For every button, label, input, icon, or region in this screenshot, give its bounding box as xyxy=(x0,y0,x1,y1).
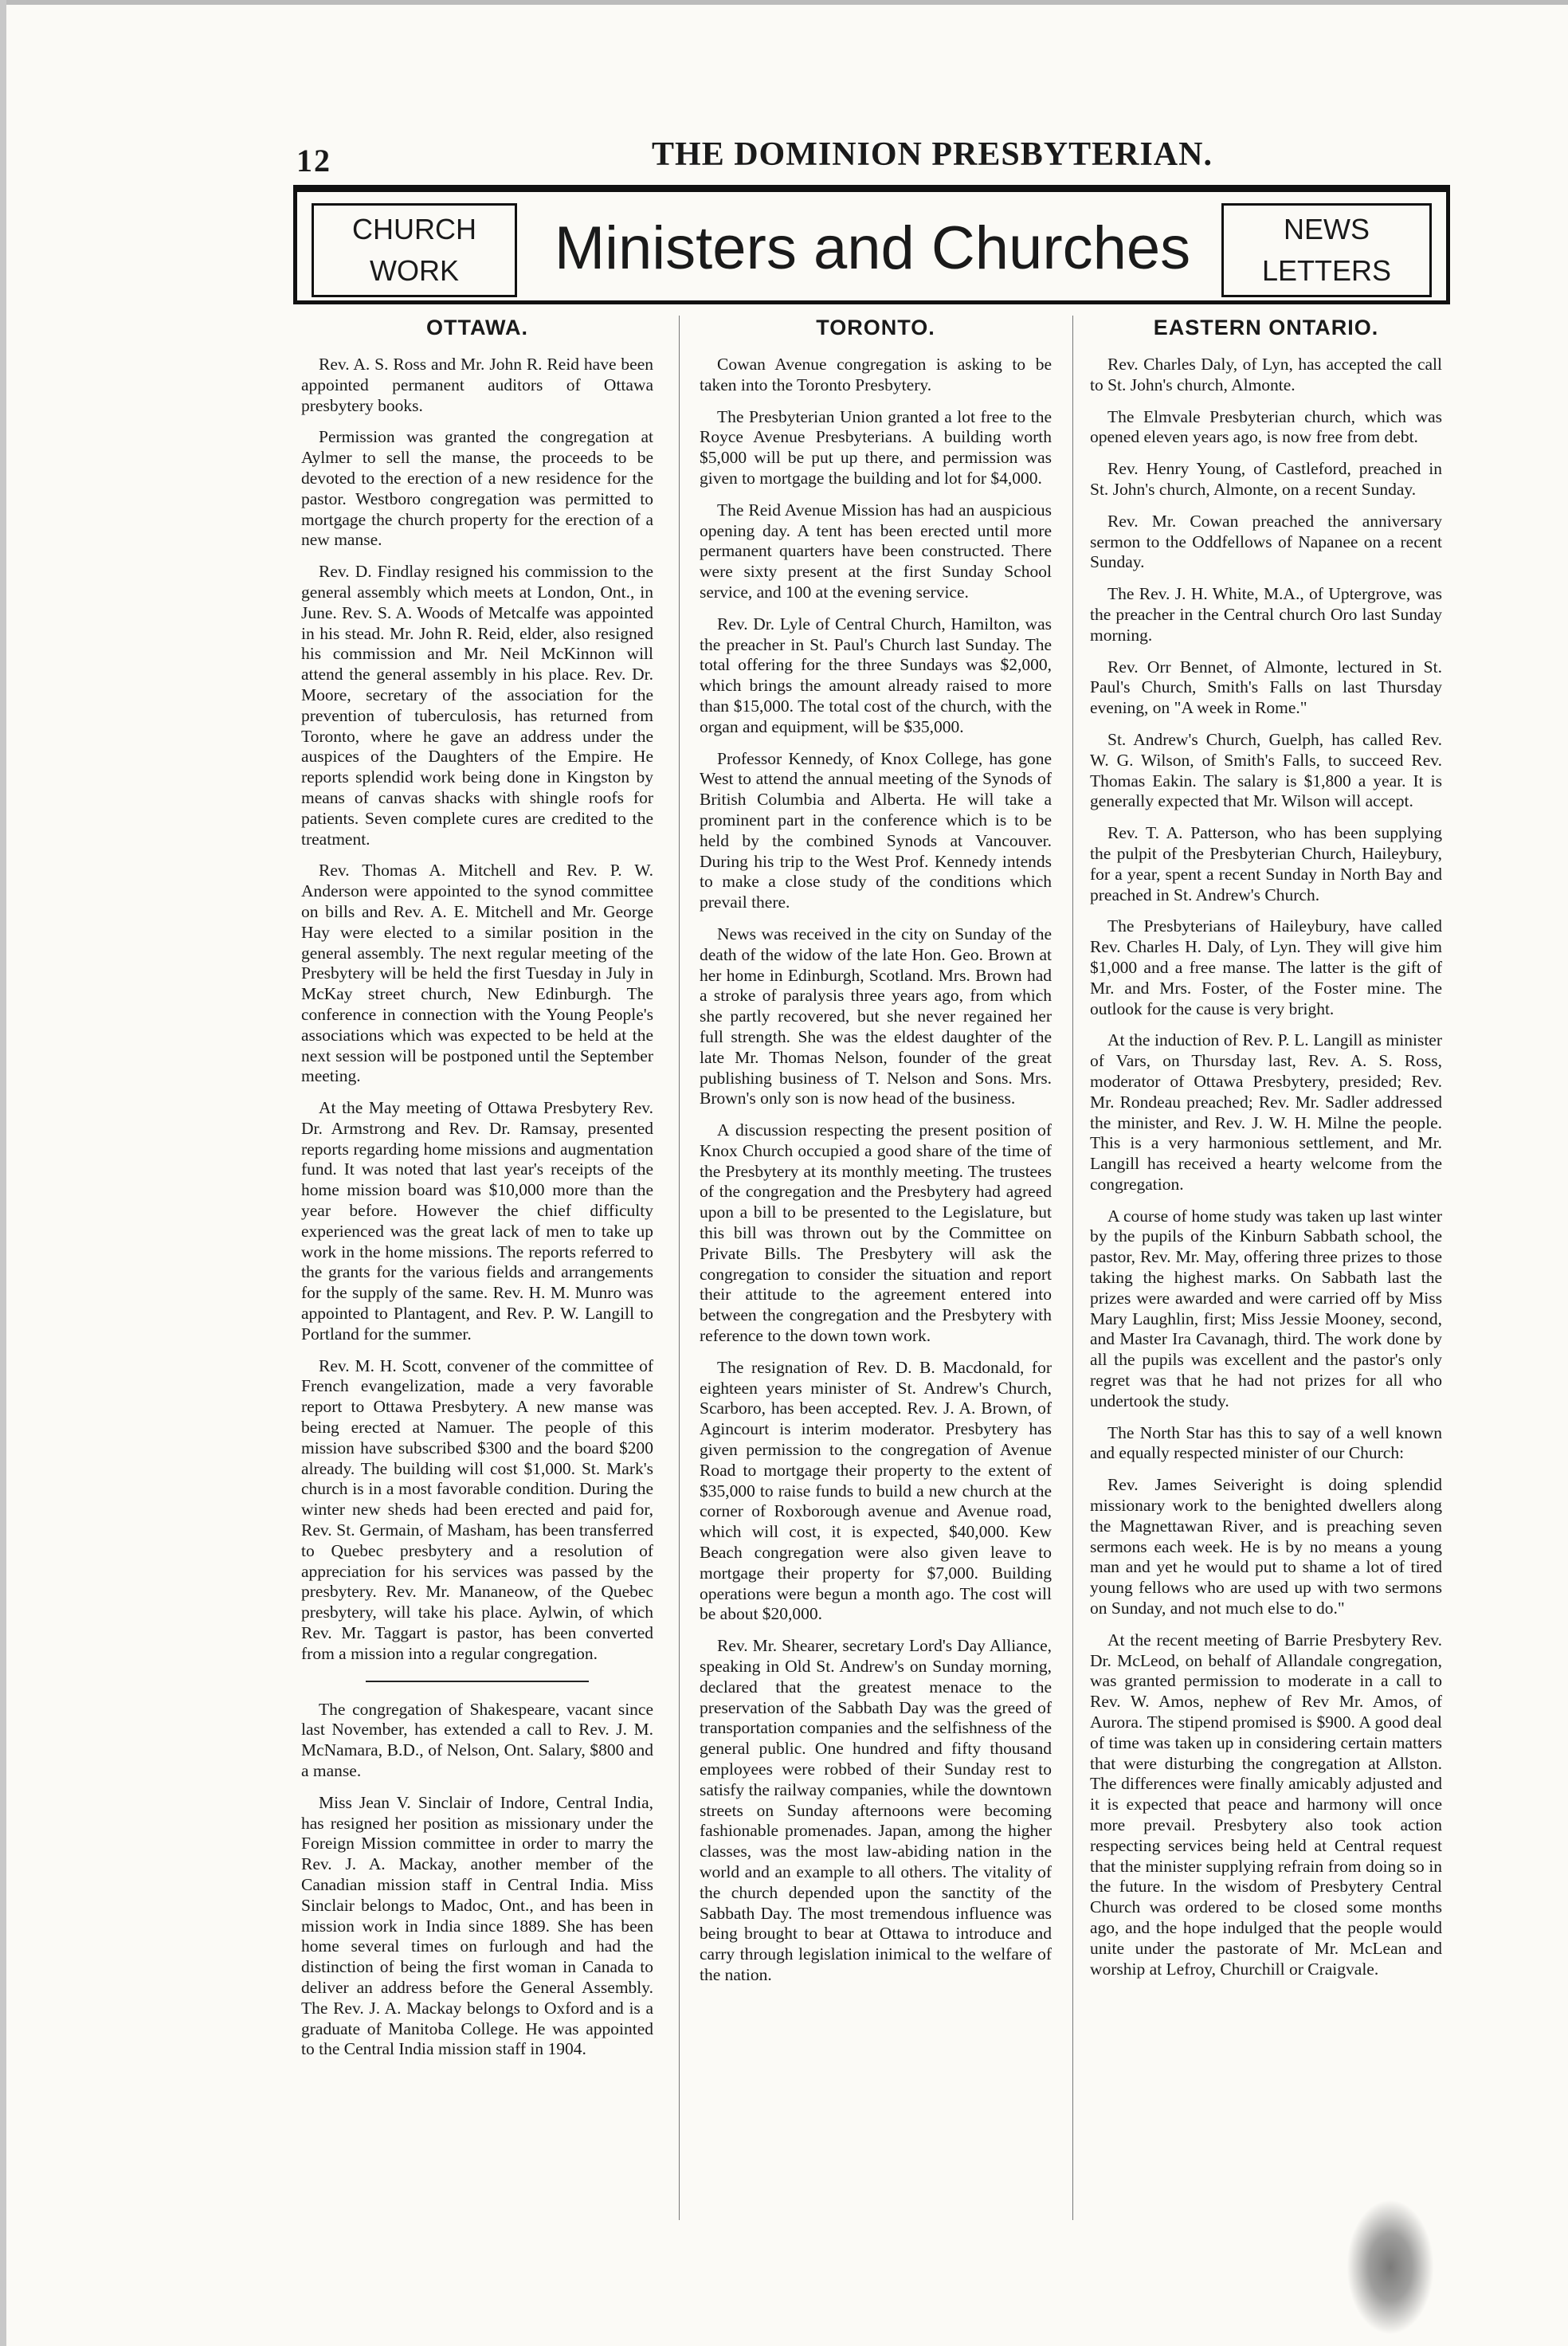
column-heading-ottawa: OTTAWA. xyxy=(426,316,528,339)
page-number: 12 xyxy=(296,143,331,178)
article-paragraph: Rev. James Seiveright is doing splendid missionary work to the benighted dwellers along the Magnettawan River, and is preaching seven sermons each week. He is by no means a young man and yet he would put to shame a lot of tired young fellows who are used up with two sermons on Sunday, and not much else to do." xyxy=(1090,1475,1442,1618)
article-paragraph: The Presbyterians of Haileybury, have called Rev. Charles H. Daly, of Lyn. They will give him $1,000 and a free manse. The latter is the gift of Mr. and Mrs. Foster, of the Foster mine. The outlook for the cause is very bright. xyxy=(1090,916,1442,1018)
column-divider xyxy=(679,316,680,2220)
article-paragraph: The Reid Avenue Mission has had an auspicious opening day. A tent has been erected until more permanent quarters have been constructed. There were sixty present at the first Sunday School service, and 100 at the evening service. xyxy=(700,500,1052,602)
article-paragraph: Cowan Avenue congregation is asking to be taken into the Toronto Presbytery. xyxy=(700,355,1052,394)
article-paragraph: Rev. Charles Daly, of Lyn, has accepted the call to St. John's church, Almonte. xyxy=(1090,355,1442,394)
article-paragraph: Rev. Mr. Cowan preached the anniversary sermon to the Oddfellows of Napanee on a recent Sunday. xyxy=(1090,511,1442,572)
scan-edge-top xyxy=(0,0,1568,5)
column-heading-eastern-ontario: EASTERN ONTARIO. xyxy=(1153,316,1379,339)
article-paragraph: The North Star has this to say of a well known and equally respected minister of our Church: xyxy=(1090,1422,1442,1463)
news-letters-box xyxy=(1221,203,1432,297)
article-paragraph: Rev. M. H. Scott, convener of the committee of French evangelization, made a very favorable report to Ottawa Presbytery. A new manse was being erected at Namuer. The people of this mission have subscribed $300 and the board $200 already. The building will cost $1,000. St. Mark's church is in a most favorable condition. During the winter new sheds had been erected and paid for, Rev. St. Germain, of Masham, has been transferred to Quebec presbytery and a resolution of appreciation for his services was passed by the presbytery. Rev. Mr. Mananeow, of the Quebec presbytery, will take his place. Aylwin, of which Rev. Mr. Taggart is pastor, has been converted from a mission into a regular congregation. xyxy=(301,1355,653,1663)
article-paragraph: At the induction of Rev. P. L. Langill as minister of Vars, on Thursday last, Rev. A. S. Ross, moderator of Ottawa Presbytery, presided; Rev. Mr. Rondeau preached; Rev. Mr. Sadler addressed the minister, and Rev. J. W. H. Milne the people. This is a very harmonious settlement, and Mr. Langill has received a hearty welcome from the congregation. xyxy=(1090,1030,1442,1194)
article-paragraph: Rev. D. Findlay resigned his commission to the general assembly which meets at London, Ont., in June. Rev. S. A. Woods of Metcalfe was appointed in his stead. Mr. John R. Reid, elder, also resigned his commission and Mr. Neil McKinnon will attend the general assembly in his place. Rev. Dr. Moore, secretary of the association for the prevention of tuberculosis, has returned from Toronto, where he gave an address under the auspices of the Daughters of the Empire. He reports splendid work being done in Kingston by means of canvas shacks with shingle roofs for patients. Seven complete cures are credited to the treatment. xyxy=(301,562,653,849)
article-paragraph: At the May meeting of Ottawa Presbytery Rev. Dr. Armstrong and Rev. Dr. Ramsay, presented reports regarding home missions and augmentation fund. It was noted that last year's receipts of the home mission board was $10,000 more than the year before. However the chief difficulty experienced was the great lack of men to take up work in the home missions. The reports referred to the grants for the various fields and arrangements for the supply of the same. Rev. H. M. Munro was appointed to Plantagent, and Rev. P. W. Langill to Portland for the summer. xyxy=(301,1098,653,1344)
article-paragraph: Rev. Henry Young, of Castleford, preached in St. John's church, Almonte, on a recent Sunday. xyxy=(1090,459,1442,499)
article-paragraph: Professor Kennedy, of Knox College, has gone West to attend the annual meeting of the Synods of British Columbia and Alberta. He will take a prominent part in the conference which is to be held by the combined Synods at Vancouver. During his trip to the West Prof. Kennedy intends to make a close study of the conditions which prevail there. xyxy=(700,748,1052,912)
column-heading-toronto: TORONTO. xyxy=(816,316,935,339)
article-paragraph: The resignation of Rev. D. B. Macdonald, for eighteen years minister of St. Andrew's Church, Scarboro, has been accepted. Rev. J. A. Brown, of Agincourt is interim moderator. Presbytery has given permission to the congregation of Avenue Road to mortgage their property to the extent of $35,000 to raise funds to build a new church at the corner of Roxborough avenue and Avenue road, which will cost, it is expected, $40,000. Kew Beach congregation were also given leave to mortgage their property for $7,000. Building operations were begun a month ago. The cost will be about $20,000. xyxy=(700,1357,1052,1624)
article-paragraph: The Elmvale Presbyterian church, which was opened eleven years ago, is now free from debt. xyxy=(1090,406,1442,447)
article-paragraph: Rev. Thomas A. Mitchell and Rev. P. W. Anderson were appointed to the synod committee on bills and Rev. A. E. Mitchell and Mr. George Hay were elected to a similar position in the general assembly. The next regular meeting of the Presbytery will be held the first Tuesday in July in McKay street church, New Edinburgh. The conference in connection with the Young People's associations which was expected to be held at the next session will be postponed until the September meeting. xyxy=(301,861,653,1086)
article-paragraph: The congregation of Shakespeare, vacant since last November, has extended a call to Rev. J. M. McNamara, B.D., of Nelson, Ont. Salary, $800 and a manse. xyxy=(301,1699,653,1780)
running-head: THE DOMINION PRESBYTERIAN. xyxy=(652,136,1213,173)
article-paragraph: A discussion respecting the present position of Knox Church occupied a good share of the time of the Presbytery at its monthly meeting. The trustees of the congregation and the Presbytery had agreed upon a bill to be presented to the Legislature, but this bill was thrown out by the Committee on Private Bills. The Presbytery will ask the congregation to consider the situation and report their attitude to the agreement entered into between the congregation and the Presbytery with reference to the down town work. xyxy=(700,1120,1052,1346)
article-paragraph: A course of home study was taken up last winter by the pupils of the Kinburn Sabbath school, the pastor, Rev. Mr. May, offering three prizes to those taking the highest marks. On Sabbath last the prizes were awarded and were carried off by Miss Mary Laughlin, first; Miss Jessie Mooney, second, and Master Ira Cavanagh, third. The work done by all the pupils was excellent and the pastor's only regret was that he had not prizes for all who undertook the study. xyxy=(1090,1206,1442,1410)
article-paragraph: At the recent meeting of Barrie Presbytery Rev. Dr. McLeod, on behalf of Allandale congregation, was granted permission to moderate in a call to Rev. W. Amos, nephew of Rev Mr. Amos, of Aurora. The stipend promised is $900. A good deal of time was taken up in considering certain matters that were disturbing the congregation at Allston. The differences were finally amicably adjusted and it is expected that peace and harmony will once more prevail. Presbytery also took action respecting services being held at Central request that the minister supplying refrain from doing so in the future. In the wisdom of Presbytery Central Church was ordered to be closed some months ago, and the hope indulged that the people would unite under the pastorate of Mr. McLean and worship at Lefroy, Churchill or Craigvale. xyxy=(1090,1630,1442,1979)
article-paragraph: Miss Jean V. Sinclair of Indore, Central India, has resigned her position as missionary under the Foreign Mission committee in order to marry the Rev. J. A. Mackay, another member of the Canadian mission staff in Central India. Miss Sinclair belongs to Madoc, Ont., and has been in mission work in India since 1889. She has been home several times on furlough and had the distinction of being the first woman in Canada to deliver an address before the General Assembly. The Rev. J. A. Mackay belongs to Oxford and is a graduate of Manitoba College. He was appointed to the Central India mission staff in 1904. xyxy=(301,1792,653,2059)
church-work-line2: WORK xyxy=(370,254,459,287)
section-rule xyxy=(366,1681,589,1682)
article-paragraph: Rev. Dr. Lyle of Central Church, Hamilton, was the preacher in St. Paul's Church last Sunday. The total offering for the three Sundays was $2,000, which brings the amount already raised to more than $15,000. The total cost of the church, with the organ and equipment, will be $35,000. xyxy=(700,614,1052,736)
church-work-box xyxy=(312,203,517,297)
article-paragraph: News was received in the city on Sunday of the death of the widow of the late Hon. Geo. Brown at her home in Edinburgh, Scotland. Mrs. Brown had a stroke of paralysis three years ago, from which she partly recovered, but she never regained her full strength. She was the eldest daughter of the late Mr. Thomas Nelson, founder of the great publishing business of T. Nelson and Sons. Mrs. Brown's only son is now head of the business. xyxy=(700,924,1052,1108)
article-paragraph: Rev. Orr Bennet, of Almonte, lectured in St. Paul's Church, Smith's Falls on last Thursday evening, on "A week in Rome." xyxy=(1090,657,1442,718)
article-paragraph: The Rev. J. H. White, M.A., of Uptergrove, was the preacher in the Central church Oro last Sunday morning. xyxy=(1090,584,1442,645)
news-letters-line1: NEWS xyxy=(1284,213,1370,245)
scan-edge-left xyxy=(0,0,6,2346)
section-masthead xyxy=(293,185,1450,304)
article-paragraph: Permission was granted the congregation at Aylmer to sell the manse, the proceeds to be devoted to the erection of a new residence for the pastor. Westboro congregation was permitted to mortgage the church property for the erection of a new manse. xyxy=(301,427,653,550)
column-ottawa xyxy=(301,316,653,2071)
news-letters-line2: LETTERS xyxy=(1261,254,1392,287)
article-paragraph: The Presbyterian Union granted a lot free to the Royce Avenue Presbyterians. A building worth $5,000 will be put up there, and permission was given to mortgage the building and lot for $4,000. xyxy=(700,406,1052,488)
section-title: Ministers and Churches xyxy=(554,214,1191,282)
article-paragraph: Rev. T. A. Patterson, who has been supplying the pulpit of the Presbyterian Church, Haileybury, for a year, spent a recent Sunday in North Bay and preached in St. Andrew's Church. xyxy=(1090,823,1442,904)
column-toronto xyxy=(700,316,1052,1997)
article-paragraph: Rev. Mr. Shearer, secretary Lord's Day Alliance, speaking in Old St. Andrew's on Sunday morning, declared that the greatest menace to the preservation of the Sabbath Day was the greed of transportation companies and the selfishness of the general public. One hundred and fifty thousand employees were robbed of their Sunday rest to satisfy the railway companies, while the downtown streets on Sunday afternoons were becoming fashionable promenades. Japan, among the higher classes, was the most law-abiding nation in the world and an example to all others. The vitality of the church depended upon the sanctity of the Sabbath Day. The most tremendous influence was being brought to bear at Ottawa to introduce and carry through legislation inimical to the welfare of the nation. xyxy=(700,1636,1052,1984)
ink-smudge xyxy=(1347,2199,1434,2335)
column-eastern-ontario xyxy=(1090,316,1442,1991)
column-divider xyxy=(1072,316,1073,2220)
church-work-line1: CHURCH xyxy=(352,213,476,245)
article-paragraph: Rev. A. S. Ross and Mr. John R. Reid have been appointed permanent auditors of Ottawa presbytery books. xyxy=(301,355,653,415)
article-paragraph: St. Andrew's Church, Guelph, has called Rev. W. G. Wilson, of Smith's Falls, to succeed Rev. Thomas Eakin. The salary is $1,800 a year. It is generally expected that Mr. Wilson will accept. xyxy=(1090,729,1442,811)
